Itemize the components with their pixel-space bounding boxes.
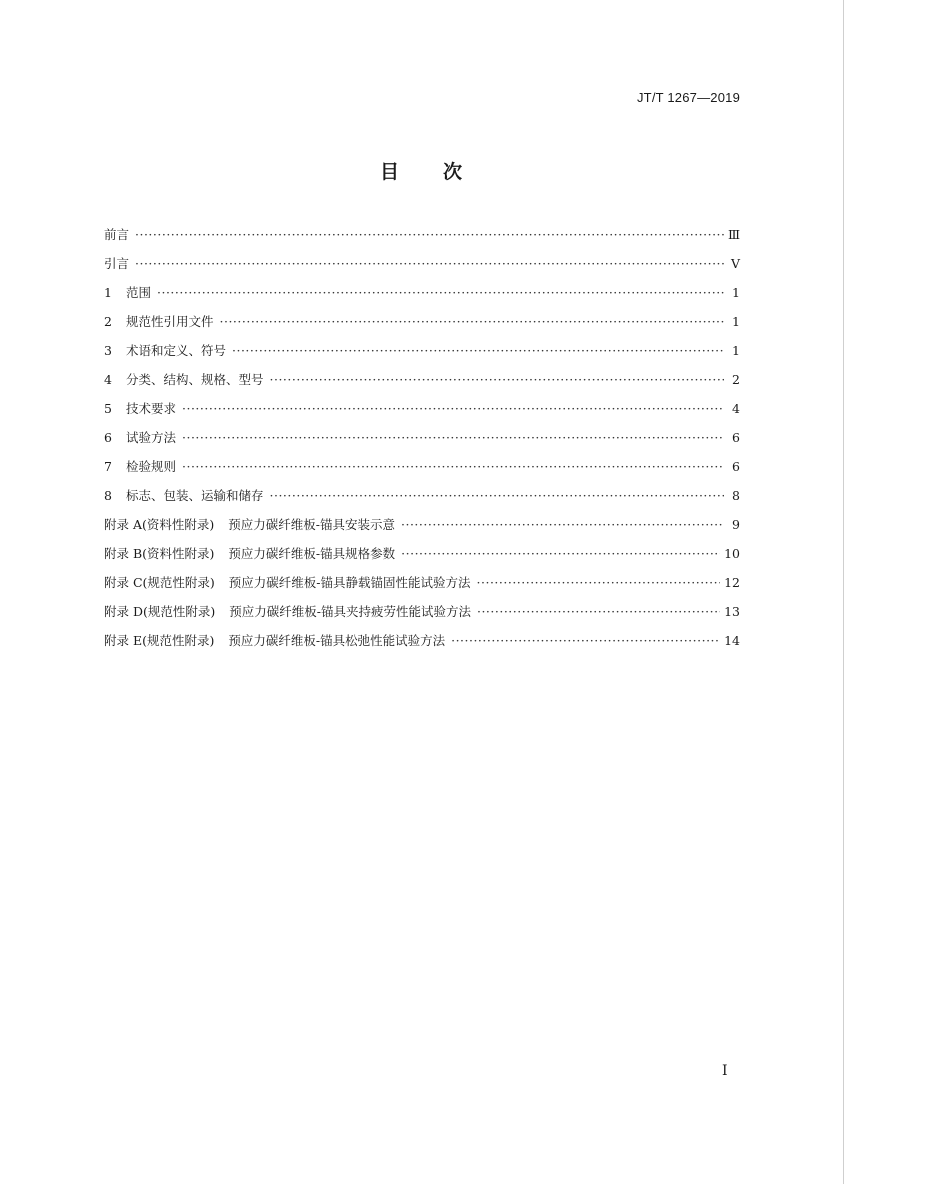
toc-page-number: 12	[724, 575, 740, 590]
toc-section-number: 8	[104, 488, 112, 503]
toc-dot-leader	[401, 544, 720, 564]
toc-dot-leader	[477, 602, 720, 622]
toc-entry-label: 引言	[104, 256, 130, 271]
page-title: 目次	[380, 161, 507, 183]
toc-entry[interactable]	[104, 341, 740, 370]
toc-entry[interactable]	[104, 399, 740, 428]
toc-dot-leader	[232, 341, 724, 361]
toc-section-number: 7	[104, 459, 112, 474]
toc-section-number: 3	[104, 343, 112, 358]
toc-entry[interactable]	[104, 573, 740, 602]
toc-entry[interactable]	[104, 515, 740, 544]
toc-dot-leader	[270, 486, 724, 506]
toc-dot-leader	[182, 428, 724, 448]
toc-entry[interactable]	[104, 283, 740, 312]
toc-dot-leader	[270, 370, 724, 390]
toc-entry[interactable]	[104, 544, 740, 573]
toc-entry[interactable]	[104, 312, 740, 341]
toc-appendix-prefix: 附录 C(规范性附录)	[104, 575, 215, 590]
toc-entry[interactable]	[104, 486, 740, 515]
toc-entry[interactable]	[104, 428, 740, 457]
toc-page-number: 6	[732, 430, 740, 445]
toc-entry-label: 规范性引用文件	[126, 314, 214, 329]
toc-appendix-prefix: 附录 E(规范性附录)	[104, 633, 215, 648]
toc-entry-label: 预应力碳纤维板-锚具安装示意	[228, 517, 395, 532]
toc-dot-leader	[135, 254, 724, 274]
toc-page-number: 13	[724, 604, 740, 619]
toc-dot-leader	[401, 515, 724, 535]
toc-entry[interactable]	[104, 631, 740, 660]
toc-dot-leader	[135, 225, 724, 245]
toc-entry-label: 范围	[126, 285, 152, 300]
toc-entry[interactable]	[104, 602, 740, 631]
toc-entry-label: 预应力碳纤维板-锚具静载锚固性能试验方法	[228, 575, 471, 590]
toc-section-number: 5	[104, 401, 112, 416]
toc-section-number: 6	[104, 430, 112, 445]
toc-entry-label: 预应力碳纤维板-锚具规格参数	[228, 546, 396, 561]
toc-page-number: 10	[724, 546, 740, 561]
toc-appendix-prefix: 附录 D(规范性附录)	[104, 604, 216, 619]
toc-entry-label: 试验方法	[126, 430, 177, 445]
page-number: I	[722, 1063, 728, 1079]
toc-section-number: 4	[104, 372, 112, 387]
toc-entry-label: 术语和定义、符号	[126, 343, 227, 358]
toc-page-number: 1	[732, 285, 740, 300]
toc-page-number: 1	[732, 343, 740, 358]
toc-page-number: 4	[732, 401, 740, 416]
toc-page-number: 14	[724, 633, 740, 648]
toc-entry[interactable]	[104, 370, 740, 399]
table-of-contents	[104, 225, 740, 660]
toc-page-number: 2	[732, 372, 740, 387]
toc-entry-label: 预应力碳纤维板-锚具松弛性能试验方法	[228, 633, 446, 648]
toc-entry-label: 分类、结构、规格、型号	[126, 372, 264, 387]
toc-entry-label: 标志、包装、运输和储存	[126, 488, 264, 503]
toc-section-number: 1	[104, 285, 112, 300]
toc-entry-label: 检验规则	[126, 459, 177, 474]
toc-entry[interactable]	[104, 254, 740, 283]
toc-dot-leader	[477, 573, 721, 593]
document-code: JT/T 1267—2019	[636, 90, 740, 105]
toc-dot-leader	[451, 631, 720, 651]
toc-dot-leader	[157, 283, 724, 303]
toc-entry[interactable]	[104, 457, 740, 486]
toc-entry-label: 前言	[104, 227, 130, 242]
toc-dot-leader	[220, 312, 724, 332]
toc-page-number: V	[730, 256, 740, 271]
toc-page-number: 1	[732, 314, 740, 329]
toc-section-number: 2	[104, 314, 112, 329]
toc-appendix-prefix: 附录 B(资料性附录)	[104, 546, 215, 561]
toc-page-number: Ⅲ	[727, 227, 740, 242]
toc-entry[interactable]	[104, 225, 740, 254]
toc-page-number: 9	[732, 517, 740, 532]
toc-appendix-prefix: 附录 A(资料性附录)	[104, 517, 215, 532]
toc-page-number: 8	[732, 488, 740, 503]
toc-dot-leader	[182, 399, 724, 419]
page-margin	[844, 0, 950, 1184]
toc-entry-label: 技术要求	[126, 401, 177, 416]
toc-dot-leader	[182, 457, 724, 477]
toc-entry-label: 预应力碳纤维板-锚具夹持疲劳性能试验方法	[229, 604, 471, 619]
toc-page-number: 6	[732, 459, 740, 474]
